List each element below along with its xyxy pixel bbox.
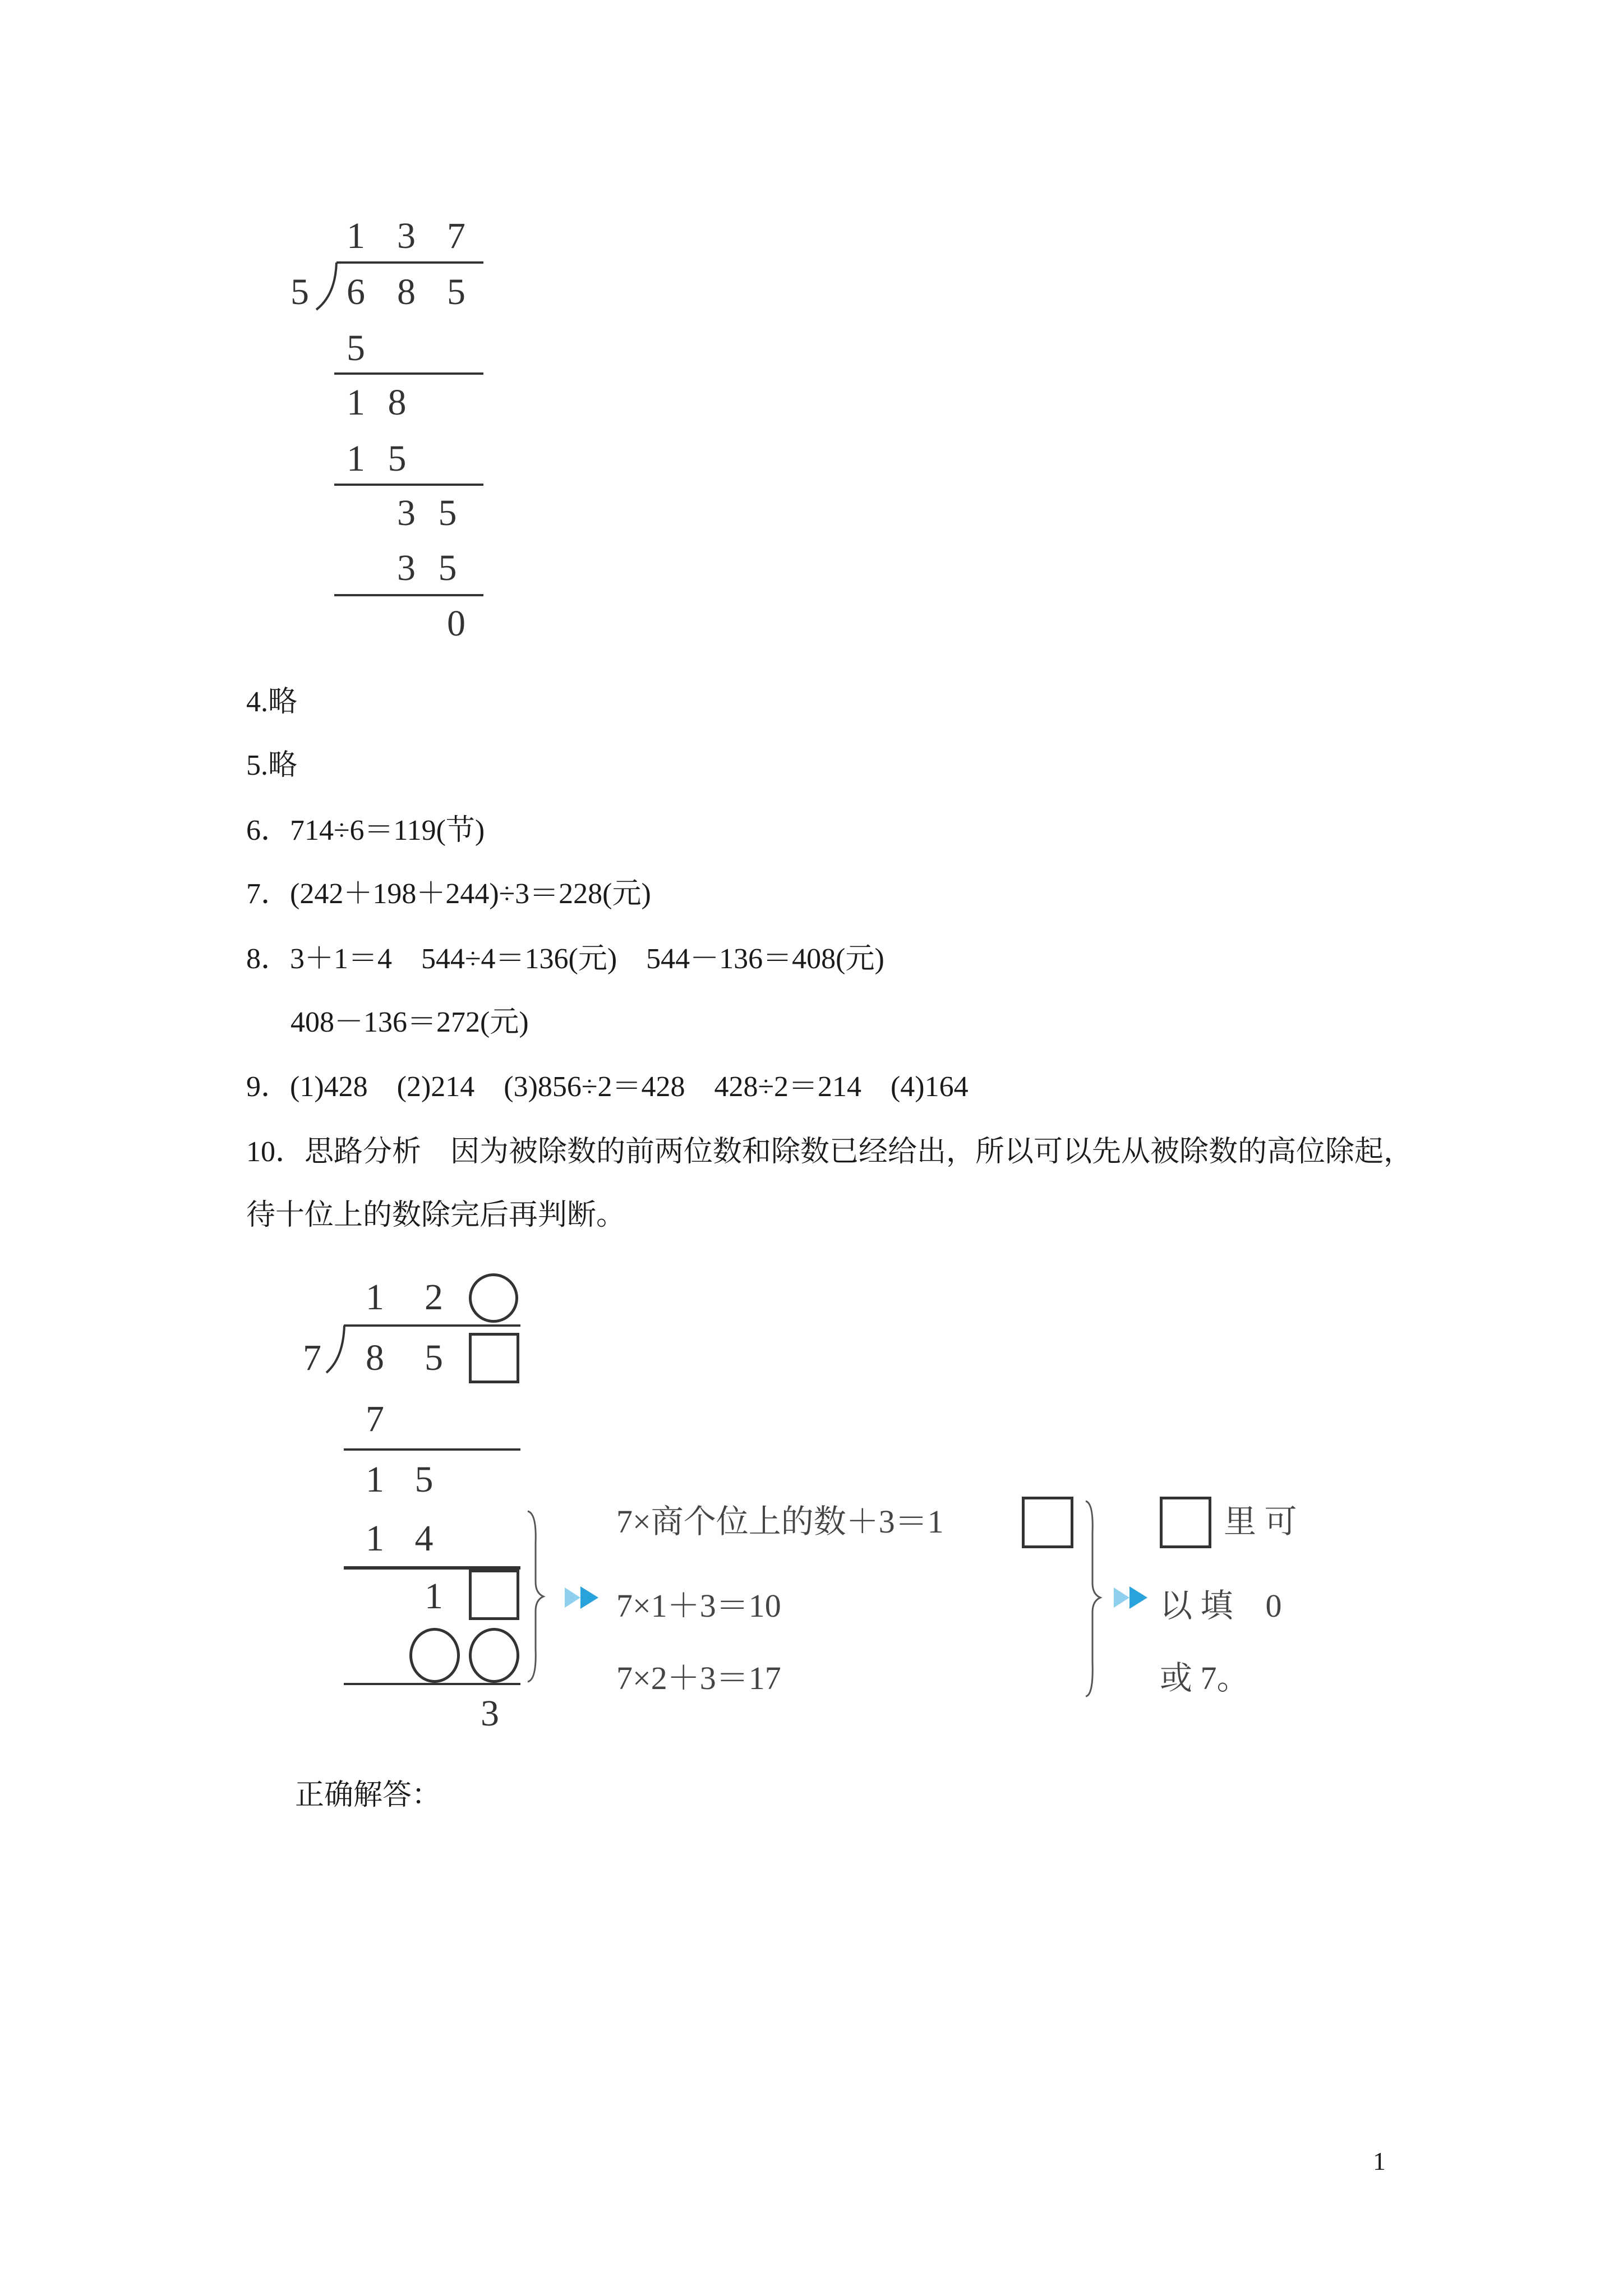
divisor: 5: [291, 272, 309, 312]
answer-4: 4.略: [246, 686, 298, 718]
reasoning-line-2: 7×1＋3＝10: [616, 1588, 781, 1624]
unknown-box: [469, 1570, 519, 1620]
division-line: [344, 1683, 520, 1685]
step-row: 3 5: [397, 493, 457, 533]
double-arrow-icon: [564, 1585, 608, 1610]
unknown-circle: [469, 1273, 518, 1323]
page-number: 1: [1373, 2147, 1386, 2175]
answer-10-line2: 待十位上的数除完后再判断。: [246, 1199, 626, 1231]
dividend-digit: 6: [347, 272, 365, 312]
correct-answer-label: 正确解答：: [295, 1779, 441, 1811]
dividend-digit: 5: [425, 1337, 443, 1378]
step-row: 1 5: [347, 438, 407, 479]
step-row: 1: [425, 1576, 443, 1617]
answer-9: 9．(1)428 (2)214 (3)856÷2＝428 428÷2＝214 (4)164: [246, 1071, 969, 1103]
unknown-circle: [409, 1628, 460, 1683]
quotient-digit: 1: [347, 215, 365, 256]
unknown-circle: [469, 1628, 519, 1683]
division-bracket: [314, 261, 339, 312]
quotient-digit: 3: [397, 215, 416, 256]
answer-6: 6．714÷6＝119(节): [246, 815, 485, 846]
dividend-digit: 5: [447, 272, 465, 312]
division-line: [344, 1448, 520, 1451]
division-bar: [344, 1324, 520, 1327]
unknown-box: [1022, 1497, 1073, 1548]
reasoning-line-1: 7×商个位上的数＋3＝1: [616, 1503, 944, 1540]
double-arrow-icon: [1113, 1585, 1158, 1610]
conclusion-line-1: 里 可: [1224, 1503, 1297, 1540]
answer-10-line1: 10．思路分析 因为被除数的前两位数和除数已经给出，所以可以先从被除数的高位除起，: [246, 1136, 1413, 1168]
step-row: 1 4: [366, 1518, 434, 1559]
answer-8-line1: 8．3＋1＝4 544÷4＝136(元) 544－136＝408(元): [246, 943, 884, 975]
division-line: [334, 484, 483, 486]
division-line: [334, 372, 483, 375]
step-row: 5: [347, 328, 365, 369]
conclusion-line-2: 以 填 0: [1160, 1588, 1282, 1624]
division-bracket: [324, 1324, 347, 1375]
answer-8-line2: 408－136＝272(元): [291, 1006, 529, 1038]
divisor: 7: [303, 1337, 321, 1378]
dividend-digit: 8: [397, 272, 416, 312]
remainder: 0: [447, 603, 465, 644]
brace-icon: [524, 1509, 547, 1684]
brace-icon: [1082, 1499, 1105, 1699]
quotient-digit: 7: [447, 215, 465, 256]
step-row: 1 8: [347, 382, 407, 423]
quotient-digit: 1: [366, 1277, 384, 1318]
division-line: [334, 594, 483, 596]
step-row: 7: [366, 1398, 384, 1439]
answer-5: 5.略: [246, 749, 298, 781]
conclusion-line-3: 或 7。: [1160, 1660, 1249, 1696]
dividend-digit: 8: [366, 1337, 384, 1378]
step-row: 1 5: [366, 1459, 434, 1500]
reasoning-line-3: 7×2＋3＝17: [616, 1660, 781, 1696]
unknown-box: [1160, 1497, 1211, 1548]
remainder: 3: [481, 1693, 499, 1734]
division-bar: [336, 261, 483, 264]
unknown-box: [469, 1333, 519, 1383]
step-row: 3 5: [397, 547, 457, 588]
answer-7: 7．(242＋198＋244)÷3＝228(元): [246, 878, 651, 910]
quotient-digit: 2: [425, 1277, 443, 1318]
